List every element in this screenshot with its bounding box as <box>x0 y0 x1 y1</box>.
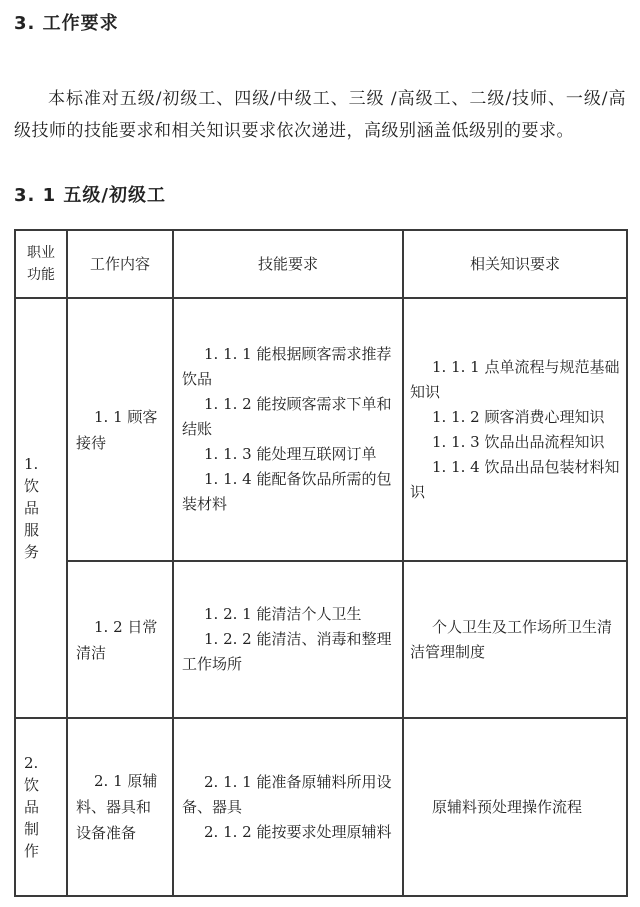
skill-item: 1. 1. 1 能根据顾客需求推荐饮品 <box>182 345 392 388</box>
table-row <box>15 561 627 718</box>
knowledge-item: 1. 1. 3 饮品出品流程知识 <box>432 432 605 451</box>
knowledge-item: 原辅料预处理操作流程 <box>432 797 583 816</box>
knowledge-item: 1. 1. 4 饮品出品包装材料知识 <box>410 457 620 501</box>
header-function-line2: 功能 <box>27 267 55 283</box>
header-skill: 技能要求 <box>173 230 403 298</box>
function-char: 饮 <box>24 776 40 794</box>
section-heading-3: 3. 工作要求 <box>14 13 119 34</box>
knowledge-cell <box>403 298 627 561</box>
knowledge-cell <box>403 561 627 718</box>
skill-item: 2. 1. 2 能按要求处理原辅料 <box>204 822 392 841</box>
table-header-row <box>15 230 627 298</box>
skill-item: 1. 1. 4 能配备饮品所需的包装材料 <box>182 470 392 513</box>
function-char: 务 <box>24 543 40 561</box>
knowledge-item: 1. 1. 2 顾客消费心理知识 <box>432 407 605 426</box>
function-char: 饮 <box>24 477 40 495</box>
content-cell <box>67 561 173 718</box>
function-number: 2. <box>24 754 39 772</box>
skill-item: 1. 1. 3 能处理互联网订单 <box>204 445 377 463</box>
skill-cell <box>173 561 403 718</box>
function-char: 服 <box>24 521 40 539</box>
skill-item: 2. 1. 1 能准备原辅料所用设备、器具 <box>182 772 392 816</box>
content-cell <box>67 718 173 896</box>
table-row <box>15 718 627 896</box>
function-cell-2 <box>15 718 67 896</box>
function-cell-1 <box>15 298 67 718</box>
skill-item: 1. 1. 2 能按顾客需求下单和结账 <box>182 395 392 438</box>
header-content: 工作内容 <box>67 230 173 298</box>
content-line: 接待 <box>76 433 107 452</box>
header-function <box>15 230 67 298</box>
intro-paragraph: 本标准对五级/初级工、四级/中级工、三级 /高级工、二级/技师、一级/高级技师的技能要求和相关知识要求依次递进，高级别涵盖低级别的要求。 <box>14 89 626 141</box>
content-line: 清洁 <box>76 643 107 662</box>
skill-item: 1. 2. 2 能清洁、消毒和整理工作场所 <box>182 630 392 673</box>
content-line: 设备准备 <box>76 824 137 842</box>
header-knowledge: 相关知识要求 <box>403 230 627 298</box>
content-cell <box>67 298 173 561</box>
function-char: 作 <box>24 842 40 860</box>
content-line: 1. 2 日常 <box>94 617 158 636</box>
section-heading-3-1: 3. 1 五级/初级工 <box>14 185 166 206</box>
skill-cell <box>173 298 403 561</box>
content-line: 2. 1 原辅 <box>94 772 158 790</box>
header-function-line1: 职业 <box>27 245 55 261</box>
knowledge-item: 个人卫生及工作场所卫生清洁管理制度 <box>410 617 613 661</box>
requirements-table <box>14 229 628 897</box>
function-char: 品 <box>24 499 40 517</box>
content-line: 料、器具和 <box>76 798 152 816</box>
knowledge-item: 1. 1. 1 点单流程与规范基础知识 <box>410 357 620 401</box>
skill-item: 1. 2. 1 能清洁个人卫生 <box>204 605 362 623</box>
function-char: 制 <box>24 820 40 838</box>
knowledge-cell <box>403 718 627 896</box>
content-line: 1. 1 顾客 <box>94 407 158 426</box>
skill-cell <box>173 718 403 896</box>
function-number: 1. <box>24 455 39 473</box>
function-char: 品 <box>24 798 40 816</box>
table-row <box>15 298 627 561</box>
